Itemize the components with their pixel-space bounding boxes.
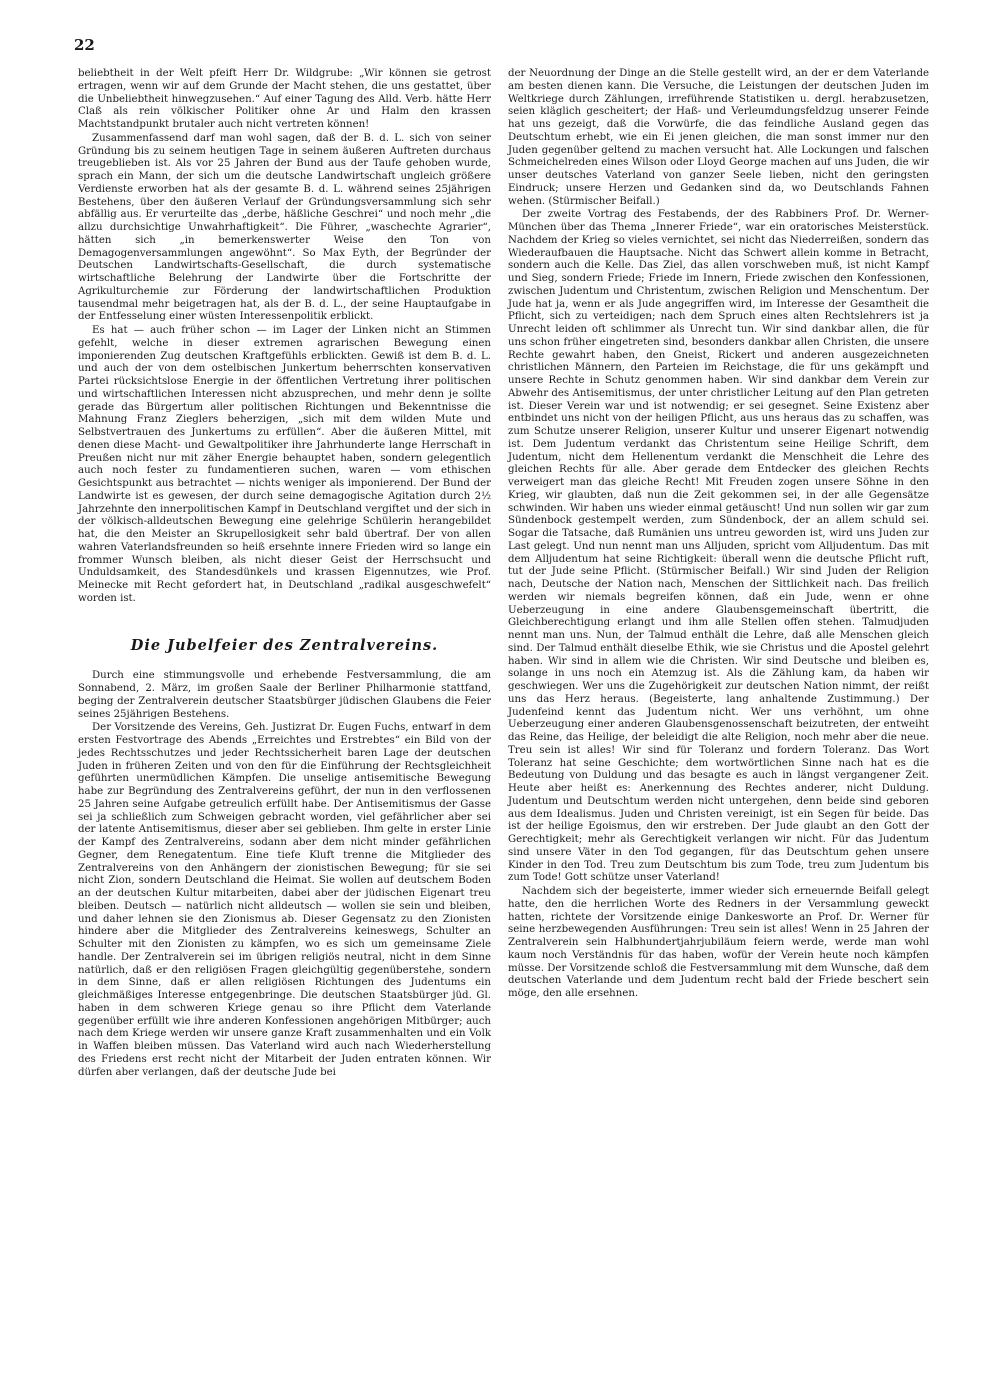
right-paragraph-3: Nachdem sich der begeisterte, immer wieder sich erneuernde Beifall gelegt hatte, den die herrlichen Worte des Redners in der Versammlung geweckt hatten, richtete der Vorsitzende einige Dankesworte an Prof. Dr. Werner für seine herzbewegenden Ausführungen: Treu sein ist alles! Wenn in 25 Jahren der Zentralverein sein Halbhundertjahrjubiläum feiern werde, werde man wohl kaum noch Verständnis für das haben, wofür der Verein heute noch kämpfen müsse. Der Vorsitzende schloß die Festversammlung mit dem Wunsche, daß dem deutschen Vaterlande und dem Judentum recht bald der Friede beschert sein möge, den alle ersehnen.: [508, 886, 929, 999]
left-column: [78, 68, 491, 1079]
left-paragraph-1: beliebtheit in der Welt pfeift Herr Dr. Wildgrube: „Wir können sie getrost ertragen, wenn wir auf dem Grunde der Macht stehen, die uns gestattet, über die Unbeliebtheit hinwegzusehen.“ Auf einer Tagung des Alld. Verb. hätte Herr Claß als rein völkischer Politiker ohne Ar und Halm den krassen Machtstandpunkt brutaler auch nicht vertreten können!: [78, 68, 491, 130]
page-number: 22: [74, 36, 95, 54]
left-paragraph-3: Es hat — auch früher schon — im Lager der Linken nicht an Stimmen gefehlt, welche in dieser extremen agrarischen Bewegung einen imponierenden Zug deutschen Kraftgefühls erblickten. Gewiß ist dem B. d. L. und auch der von dem ostelbischen Junkertum beherrschten konservativen Partei rücksichtslose Energie in der öffentlichen Vertretung ihrer politischen und wirtschaftlichen Interessen nicht abzusprechen, und mehr denn je sollte gerade das Bürgertum aller politischen Richtungen und Bekenntnisse die Mahnung Franz Zieglers beherzigen, „sich mit dem wilden Mute und Selbstvertrauen des Junkertums zu erfüllen“. Aber die äußeren Mittel, mit denen diese Macht- und Gewaltpolitiker ihre Jahrhunderte lange Herrschaft in Preußen nicht nur mit zäher Energie behauptet haben, sondern gelegentlich auch noch fester zu fundamentieren suchen, waren — vom ethischen Gesichtspunkt aus betrachtet — nichts weniger als imponierend. Der Bund der Landwirte ist es gewesen, der durch seine demagogische Agitation durch 2½ Jahrzehnte den innerpolitischen Kampf in Deutschland vergiftet und der sich in der völkisch-alldeutschen Bewegung eine gelehrige Schülerin herangebildet hat, die den Meister an Skrupellosigkeit sehr bald übertraf. Der von allen wahren Vaterlandsfreunden so heiß ersehnte innere Frieden wird so lange ein frommer Wunsch bleiben, als nicht dieser Geist der Herrschsucht und Unduldsamkeit, des Standesdünkels und krassen Eigennutzes, wie Prof. Meinecke mit Recht gefordert hat, in Deutschland „radikal ausgeschwefelt“ worden ist.: [78, 325, 491, 604]
left-paragraph-2: Zusammenfassend darf man wohl sagen, daß der B. d. L. sich von seiner Gründung bis zu seinem heutigen Tage in seinem äußeren Auftreten durchaus treugeblieben ist. Als vor 25 Jahren der Bund aus der Taufe gehoben wurde, sprach ein Mann, der sich um die deutsche Landwirtschaft ungleich größere Verdienste erworben hat als der gesamte B. d. L. während seines 25jährigen Bestehens, über den äußeren Verlauf der Gründungsversammlung sich sehr abfällig aus. Er verurteilte das „derbe, häßliche Geschrei“ und noch mehr „die allzu durchsichtige Unwahrhaftigkeit“. Die Führer, „waschechte Agrarier“, hätten sich „in bemerkenswerter Weise den Ton von Demagogenversammlungen angewöhnt“. So Max Eyth, der Begründer der Deutschen Landwirtschafts-Gesellschaft, die durch systematische wirtschaftliche Belehrung der Landwirte über die Fortschritte der Agrikulturchemie zur Förderung der landwirtschaftlichen Produktion tausendmal mehr beigetragen hat, als der B. d. L., der seine Hauptaufgabe in der Entfesselung einer wüsten Interessenpolitik erblickt.: [78, 132, 491, 323]
left-paragraph-5: Der Vorsitzende des Vereins, Geh. Justizrat Dr. Eugen Fuchs, entwarf in dem ersten Festvortrage des Abends „Erreichtes und Erstrebtes“ ein Bild von der jedes Rechtsschutzes und jeder Rechtssicherheit baren Lage der deutschen Juden in früheren Zeiten und von den für die Einführung der Rechtsgleichheit geführten unermüdlichen Kämpfen. Die unselige antisemitische Bewegung habe zur Begründung des Zentralvereins geführt, der nun in den verflossenen 25 Jahren seine Aufgabe getreulich erfüllt habe. Der Antisemitismus der Gasse sei ja schließlich zum Schweigen gebracht worden, viel gefährlicher aber sei der latente Antisemitismus, dieser aber sei geblieben. Ihm gelte in erster Linie der Kampf des Zentralvereins, sodann aber dem nicht minder gefährlichen Gegner, dem Renegatentum. Eine tiefe Kluft trenne die Mitglieder des Zentralvereins von den Anhängern der zionistischen Bewegung; für sie sei nicht Zion, sondern Deutschland die Heimat. Sie wollen auf deutschem Boden an der deutschen Kultur mitarbeiten, dabei aber der jüdischen Eigenart treu bleiben. Deutsch — natürlich nicht alldeutsch — wollen sie sein und bleiben, und daher lehnen sie den Zionismus ab. Dieser Gegensatz zu den Zionisten hindere aber die Mitglieder des Zentralvereins keineswegs, Schulter an Schulter mit den Zionisten zu kämpfen, wo es sich um gemeinsame Ziele handle. Der Zentralverein sei im übrigen religiös neutral, nicht in dem Sinne natürlich, daß er den religiösen Fragen gleichgültig gegenüberstehe, sondern in dem Sinne, daß er allen religiösen Richtungen des Judentums ein gleichmäßiges Interesse entgegenbringe. Die deutschen Staatsbürger jüd. Gl. haben in dem schweren Kriege genau so ihre Pflicht dem Vaterlande gegenüber erfüllt wie ihre anderen Konfessionen angehörigen Mitbürger; auch nach dem Kriege werden wir unsere ganze Kraft zusammenhalten und ein Volk in Waffen bleiben müssen. Das Vaterland wird auch nach Wiederherstellung des Friedens erst recht nicht der Mitarbeit der Juden entraten können. Wir dürfen aber verlangen, daß der deutsche Jude bei: [78, 722, 491, 1078]
section-title: Die Jubelfeier des Zentralvereins.: [130, 636, 439, 654]
right-column: [508, 68, 929, 1001]
right-paragraph-2: Der zweite Vortrag des Festabends, der des Rabbiners Prof. Dr. Werner-München über das Thema „Innerer Friede“, war ein oratorisches Meisterstück. Nachdem der Krieg so vieles vernichtet, sei nicht das Niederreißen, sondern das Wiederaufbauen die Hauptsache. Nicht das Schwert allein komme in Betracht, sondern auch die Kelle. Das Ziel, das allen vorschweben muß, ist nicht Kampf und Sieg, sondern Friede; Friede im Innern, Friede zwischen den Konfessionen, zwischen Judentum und Christentum, zwischen Religion und Menschentum. Der Jude hat ja, wenn er als Jude angegriffen wird, im Interesse der Gesamtheit die Pflicht, sich zu verteidigen; nach dem Spruch eines alten Rechtslehrers ist ja Unrecht leiden oft schlimmer als Unrecht tun. Wir sind dankbar allen, die für uns schon früher eingetreten sind, besonders dankbar allen Christen, die unsere Rechte gewahrt haben, den Gneist, Rickert und anderen ausgezeichneten christlichen Männern, den Parteien im Reichstage, die für uns gekämpft und unsere Rechte in Schutz genommen haben. Wir sind dankbar dem Verein zur Abwehr des Antisemitismus, der unter christlicher Leitung auf den Plan getreten ist. Dieser Verein war und ist notwendig; er sei gesegnet. Seine Existenz aber entbindet uns nicht von der heiligen Pflicht, aus uns heraus das zu schaffen, was zum Schutze unserer Religion, unserer Kultur und unserer Eigenart notwendig ist. Dem Judentum verdankt das Christentum seine Heilige Schrift, dem Judentum, nicht dem Hellenentum verdankt die Menschheit die Lehre des gleichen Rechts für alle. Aber gerade dem Entdecker des gleichen Rechts verweigert man das gleiche Recht! Mit Freuden zogen unsere Söhne in den Krieg, wir glaubten, daß nun die Zeit gekommen sei, in der alle Gegensätze schwinden. Wir haben uns wieder einmal getäuscht! Und nun sollen wir gar zum Sündenbock gestempelt werden, zum Sündenbock, der an allem schuld sei. Sogar die Tatsache, daß Rumänien uns untreu geworden ist, wird uns Juden zur Last gelegt. Und nun nennt man uns Alljuden, spricht vom Alljudentum. Das mit dem Alljudentum hat seine Richtigkeit: überall wenn die deutsche Pflicht ruft, tut der Jude seine Pflicht. (Stürmischer Beifall.) Wir sind Juden der Religion nach, Deutsche der Nation nach, Menschen der Sittlichkeit nach. Das freilich werden wir niemals begreifen können, daß ein Jude, wenn er ohne Ueberzeugung in eine andere Glaubensgemeinschaft übertritt, die Gleichberechtigung erlangt und ihm alle Stellen offen stehen. Talmudjuden nennt man uns. Nun, der Talmud enthält die Lehre, daß alle Menschen gleich sind. Der Talmud enthält dieselbe Ethik, wie sie Christus und die Apostel gelehrt haben. Wir sind in allem wie die Christen. Wir sind Deutsche und bleiben es, solange in uns noch ein Atemzug ist. Als die Zählung kam, da haben wir geschwiegen. Wer uns die Zugehörigkeit zur deutschen Nation nimmt, der reißt uns das Herz heraus. (Begeisterte, lang anhaltende Zustimmung.) Der Judenfeind kennt das Judentum nicht. Wer uns verhöhnt, um ohne Ueberzeugung einer anderen Glaubensgenossenschaft beizutreten, der entweiht das Reine, das Heilige, der beleidigt die alte Religion, noch mehr aber die neue. Treu sein ist alles! Wir sind für Toleranz und fordern Toleranz. Das Wort Toleranz hat seine Geschichte; dem wortwörtlichen Sinne nach hat es die Bedeutung von Duldung und das besagte es auch in längst vergangener Zeit. Heute aber heißt es: Anerkennung des Rechtes anderer, nicht Duldung. Judentum und Deutschtum werden nicht untergehen, denn beide sind geboren aus dem Idealismus. Juden und Christen vereinigt, ist ein Segen für beide. Das ist der heilige Egoismus, den wir erstreben. Der Jude glaubt an den Gott der Gerechtigkeit; mehr als Gerechtigkeit verlangen wir nicht. Für das Judentum sind unsere Väter in den Tod gegangen, für das Deutschtum gehen unsere Kinder in den Tod. Treu zum Deutschtum bis zum Tode, treu zum Judentum bis zum Tode! Gott schütze unser Vaterland!: [508, 209, 929, 884]
right-paragraph-1: der Neuordnung der Dinge an die Stelle gestellt wird, an der er dem Vaterlande am besten dienen kann. Die Versuche, die Leistungen der deutschen Juden im Weltkriege durch Zählungen, irreführende Statistiken u. dergl. herabzusetzen, seien kläglich gescheitert; der Haß- und Verleumdungsfeldzug unserer Feinde hat uns gezeigt, daß die Vorwürfe, die das feindliche Ausland gegen das Deutschtum erhebt, wie ein Ei jenen gleichen, die man sonst immer nur den Juden gegenüber geltend zu machen versucht hat. Alle Lockungen und falschen Schmeichelreden eines Wilson oder Lloyd George machen auf uns Juden, die wir unser deutsches Vaterland von ganzer Seele lieben, nicht den geringsten Eindruck; unsere Herzen und Gedanken sind da, wo Deutschlands Fahnen wehen. (Stürmischer Beifall.): [508, 68, 929, 207]
left-paragraph-4: Durch eine stimmungsvolle und erhebende Festversammlung, die am Sonnabend, 2. März, im großen Saale der Berliner Philharmonie stattfand, beging der Zentralverein deutscher Staatsbürger jüdischen Glaubens die Feier seines 25jährigen Bestehens.: [78, 670, 491, 720]
